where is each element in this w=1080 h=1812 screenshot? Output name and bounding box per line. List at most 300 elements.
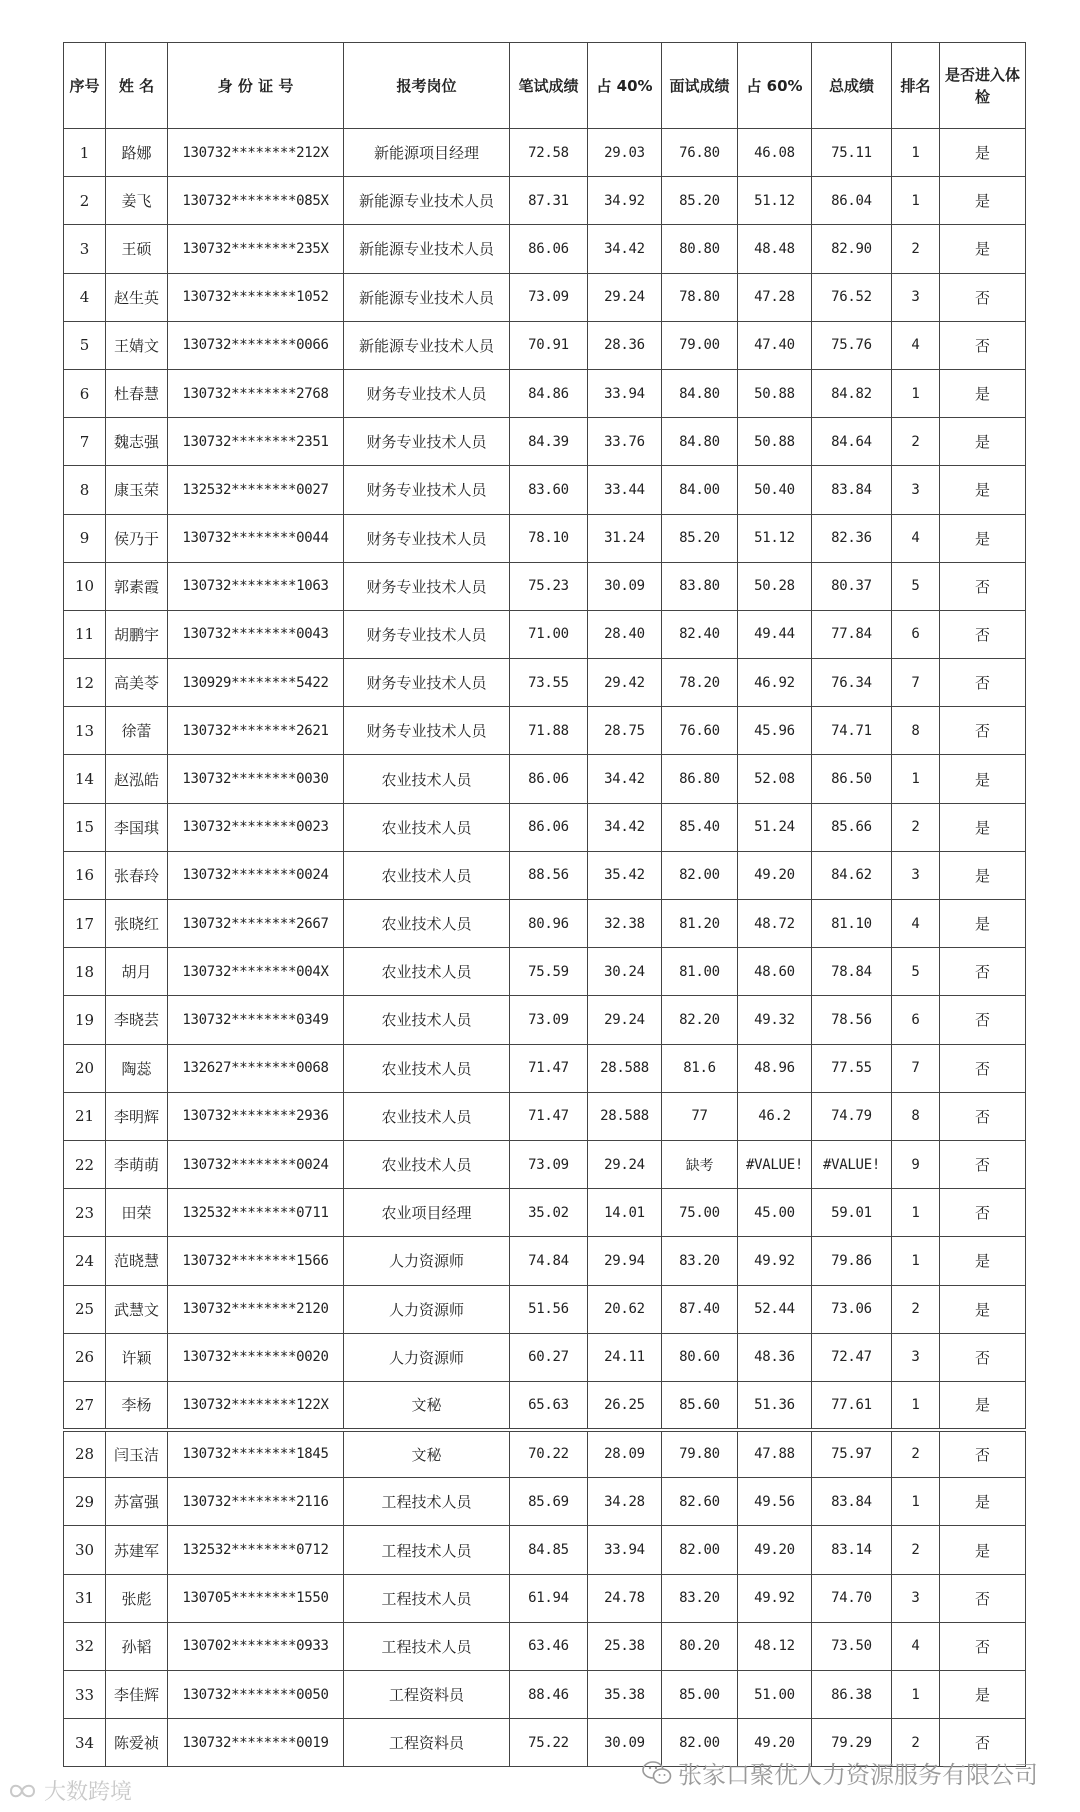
cell-id-number: 130702********0933 bbox=[168, 1622, 344, 1670]
cell-index: 30 bbox=[64, 1526, 106, 1574]
cell-written-40pct: 33.76 bbox=[588, 418, 662, 466]
cell-id-number: 130732********2116 bbox=[168, 1478, 344, 1526]
cell-written-score: 71.88 bbox=[510, 707, 588, 755]
cell-written-40pct: 33.44 bbox=[588, 466, 662, 514]
cell-name: 赵泓皓 bbox=[106, 755, 168, 803]
table-row bbox=[64, 1430, 1026, 1478]
cell-interview-score: 80.20 bbox=[662, 1622, 738, 1670]
cell-rank: 3 bbox=[892, 466, 940, 514]
cell-interview-score: 80.60 bbox=[662, 1333, 738, 1381]
cell-name: 李佳辉 bbox=[106, 1671, 168, 1719]
cell-written-40pct: 26.25 bbox=[588, 1381, 662, 1429]
cell-physical-exam: 是 bbox=[940, 1237, 1026, 1285]
cell-interview-60pct: 49.20 bbox=[738, 851, 812, 899]
table-row bbox=[64, 466, 1026, 514]
cell-written-40pct: 29.94 bbox=[588, 1237, 662, 1285]
table-row bbox=[64, 1140, 1026, 1188]
cell-written-40pct: 34.42 bbox=[588, 225, 662, 273]
cell-name: 苏建军 bbox=[106, 1526, 168, 1574]
cell-position: 新能源专业技术人员 bbox=[344, 225, 510, 273]
cell-id-number: 130732********2667 bbox=[168, 900, 344, 948]
cell-name: 许颖 bbox=[106, 1333, 168, 1381]
cell-rank: 2 bbox=[892, 225, 940, 273]
cell-interview-score: 83.20 bbox=[662, 1237, 738, 1285]
cell-id-number: 132532********0027 bbox=[168, 466, 344, 514]
cell-total-score: 83.84 bbox=[812, 1478, 892, 1526]
cell-id-number: 130732********0019 bbox=[168, 1719, 344, 1767]
cell-physical-exam: 否 bbox=[940, 1574, 1026, 1622]
cell-rank: 4 bbox=[892, 321, 940, 369]
cell-written-score: 86.06 bbox=[510, 225, 588, 273]
cell-interview-60pct: 49.32 bbox=[738, 996, 812, 1044]
cell-written-40pct: 31.24 bbox=[588, 514, 662, 562]
cell-interview-score: 85.00 bbox=[662, 1671, 738, 1719]
cell-interview-score: 82.00 bbox=[662, 1719, 738, 1767]
cell-physical-exam: 否 bbox=[940, 1092, 1026, 1140]
cell-physical-exam: 否 bbox=[940, 1333, 1026, 1381]
cell-physical-exam: 否 bbox=[940, 1189, 1026, 1237]
cell-rank: 1 bbox=[892, 1189, 940, 1237]
cell-position: 人力资源师 bbox=[344, 1237, 510, 1285]
cell-total-score: 78.84 bbox=[812, 948, 892, 996]
cell-rank: 1 bbox=[892, 1381, 940, 1429]
cell-name: 郭素霞 bbox=[106, 562, 168, 610]
watermark-text: 张家口聚优人力资源服务有限公司 bbox=[678, 1761, 1038, 1789]
cell-written-40pct: 25.38 bbox=[588, 1622, 662, 1670]
table-row bbox=[64, 1622, 1026, 1670]
table-row bbox=[64, 1671, 1026, 1719]
cell-total-score: 84.62 bbox=[812, 851, 892, 899]
cell-physical-exam: 是 bbox=[940, 1478, 1026, 1526]
cell-name: 陶蕊 bbox=[106, 1044, 168, 1092]
cell-name: 姜飞 bbox=[106, 177, 168, 225]
cell-id-number: 130732********085X bbox=[168, 177, 344, 225]
cell-position: 新能源专业技术人员 bbox=[344, 273, 510, 321]
cell-interview-score: 82.20 bbox=[662, 996, 738, 1044]
cell-interview-60pct: 48.96 bbox=[738, 1044, 812, 1092]
cell-interview-score: 84.00 bbox=[662, 466, 738, 514]
cell-rank: 5 bbox=[892, 948, 940, 996]
col-header-id-number: 身 份 证 号 bbox=[168, 43, 344, 129]
cell-rank: 1 bbox=[892, 1237, 940, 1285]
table-row bbox=[64, 562, 1026, 610]
cell-index: 31 bbox=[64, 1574, 106, 1622]
cell-rank: 3 bbox=[892, 1333, 940, 1381]
cell-physical-exam: 是 bbox=[940, 225, 1026, 273]
cell-index: 7 bbox=[64, 418, 106, 466]
cell-index: 12 bbox=[64, 659, 106, 707]
cell-interview-60pct: 51.12 bbox=[738, 177, 812, 225]
cell-rank: 4 bbox=[892, 514, 940, 562]
watermark bbox=[642, 1755, 1038, 1790]
cell-total-score: #VALUE! bbox=[812, 1140, 892, 1188]
cell-index: 11 bbox=[64, 610, 106, 658]
cell-interview-60pct: 51.36 bbox=[738, 1381, 812, 1429]
cell-written-40pct: 28.36 bbox=[588, 321, 662, 369]
cell-position: 人力资源师 bbox=[344, 1333, 510, 1381]
cell-interview-60pct: 47.40 bbox=[738, 321, 812, 369]
cell-interview-score: 84.80 bbox=[662, 369, 738, 417]
cell-name: 徐蕾 bbox=[106, 707, 168, 755]
cell-position: 财务专业技术人员 bbox=[344, 610, 510, 658]
table-row bbox=[64, 1478, 1026, 1526]
cell-written-40pct: 20.62 bbox=[588, 1285, 662, 1333]
cell-position: 工程资料员 bbox=[344, 1719, 510, 1767]
cell-name: 孙韬 bbox=[106, 1622, 168, 1670]
cell-physical-exam: 否 bbox=[940, 948, 1026, 996]
cell-written-40pct: 29.24 bbox=[588, 1140, 662, 1188]
cell-interview-60pct: 48.48 bbox=[738, 225, 812, 273]
table-row bbox=[64, 321, 1026, 369]
cell-interview-60pct: 50.88 bbox=[738, 418, 812, 466]
cell-name: 武慧文 bbox=[106, 1285, 168, 1333]
cell-written-score: 70.91 bbox=[510, 321, 588, 369]
cell-interview-score: 82.00 bbox=[662, 1526, 738, 1574]
cell-position: 农业技术人员 bbox=[344, 803, 510, 851]
cell-id-number: 130732********0030 bbox=[168, 755, 344, 803]
cell-name: 王硕 bbox=[106, 225, 168, 273]
cell-physical-exam: 否 bbox=[940, 1140, 1026, 1188]
cell-interview-score: 84.80 bbox=[662, 418, 738, 466]
cell-written-40pct: 30.09 bbox=[588, 1719, 662, 1767]
cell-interview-score: 81.6 bbox=[662, 1044, 738, 1092]
table-body bbox=[64, 129, 1026, 1767]
col-header-interview-60pct: 占 60% bbox=[738, 43, 812, 129]
cell-written-score: 71.47 bbox=[510, 1092, 588, 1140]
cell-id-number: 132532********0711 bbox=[168, 1189, 344, 1237]
cell-id-number: 130732********0066 bbox=[168, 321, 344, 369]
cell-id-number: 130732********0349 bbox=[168, 996, 344, 1044]
cell-written-score: 85.69 bbox=[510, 1478, 588, 1526]
table-row bbox=[64, 1574, 1026, 1622]
cell-rank: 2 bbox=[892, 803, 940, 851]
cell-id-number: 130732********1063 bbox=[168, 562, 344, 610]
cell-interview-score: 81.00 bbox=[662, 948, 738, 996]
cell-name: 王婧文 bbox=[106, 321, 168, 369]
cell-interview-60pct: 50.28 bbox=[738, 562, 812, 610]
cell-position: 工程技术人员 bbox=[344, 1622, 510, 1670]
cell-id-number: 130732********2936 bbox=[168, 1092, 344, 1140]
cell-total-score: 75.11 bbox=[812, 129, 892, 177]
cell-written-score: 78.10 bbox=[510, 514, 588, 562]
cell-name: 高美苓 bbox=[106, 659, 168, 707]
table-row bbox=[64, 225, 1026, 273]
cell-written-40pct: 28.40 bbox=[588, 610, 662, 658]
col-header-physical-exam: 是否进入体检 bbox=[940, 43, 1026, 129]
cell-position: 工程技术人员 bbox=[344, 1526, 510, 1574]
cell-interview-score: 82.40 bbox=[662, 610, 738, 658]
cell-rank: 1 bbox=[892, 755, 940, 803]
cell-index: 25 bbox=[64, 1285, 106, 1333]
cell-interview-score: 81.20 bbox=[662, 900, 738, 948]
cell-name: 李杨 bbox=[106, 1381, 168, 1429]
cell-written-40pct: 34.28 bbox=[588, 1478, 662, 1526]
cell-interview-score: 85.60 bbox=[662, 1381, 738, 1429]
cell-interview-60pct: 47.28 bbox=[738, 273, 812, 321]
cell-id-number: 132532********0712 bbox=[168, 1526, 344, 1574]
cell-interview-score: 79.00 bbox=[662, 321, 738, 369]
cell-rank: 1 bbox=[892, 369, 940, 417]
cell-physical-exam: 是 bbox=[940, 514, 1026, 562]
cell-index: 4 bbox=[64, 273, 106, 321]
cell-index: 34 bbox=[64, 1719, 106, 1767]
cell-position: 农业技术人员 bbox=[344, 1092, 510, 1140]
cell-interview-60pct: 49.56 bbox=[738, 1478, 812, 1526]
cell-written-40pct: 29.42 bbox=[588, 659, 662, 707]
cell-physical-exam: 否 bbox=[940, 562, 1026, 610]
cell-rank: 7 bbox=[892, 659, 940, 707]
cell-name: 魏志强 bbox=[106, 418, 168, 466]
cell-index: 16 bbox=[64, 851, 106, 899]
cell-written-score: 74.84 bbox=[510, 1237, 588, 1285]
cell-rank: 9 bbox=[892, 1140, 940, 1188]
cell-physical-exam: 否 bbox=[940, 273, 1026, 321]
cell-written-score: 71.47 bbox=[510, 1044, 588, 1092]
cell-total-score: 83.84 bbox=[812, 466, 892, 514]
cell-interview-score: 85.40 bbox=[662, 803, 738, 851]
cell-id-number: 130732********0043 bbox=[168, 610, 344, 658]
cell-index: 1 bbox=[64, 129, 106, 177]
cell-written-40pct: 33.94 bbox=[588, 369, 662, 417]
cell-written-40pct: 28.588 bbox=[588, 1092, 662, 1140]
cell-interview-score: 缺考 bbox=[662, 1140, 738, 1188]
cell-position: 农业技术人员 bbox=[344, 851, 510, 899]
cell-index: 6 bbox=[64, 369, 106, 417]
cell-index: 15 bbox=[64, 803, 106, 851]
cell-physical-exam: 是 bbox=[940, 1526, 1026, 1574]
cell-position: 财务专业技术人员 bbox=[344, 562, 510, 610]
cell-position: 新能源专业技术人员 bbox=[344, 177, 510, 225]
cell-total-score: 86.04 bbox=[812, 177, 892, 225]
cell-index: 21 bbox=[64, 1092, 106, 1140]
col-header-name: 姓 名 bbox=[106, 43, 168, 129]
cell-interview-score: 80.80 bbox=[662, 225, 738, 273]
cell-written-score: 83.60 bbox=[510, 466, 588, 514]
cell-total-score: 72.47 bbox=[812, 1333, 892, 1381]
cell-physical-exam: 否 bbox=[940, 1430, 1026, 1478]
table-row bbox=[64, 1333, 1026, 1381]
cell-index: 17 bbox=[64, 900, 106, 948]
col-header-total-score: 总成绩 bbox=[812, 43, 892, 129]
col-header-written-score: 笔试成绩 bbox=[510, 43, 588, 129]
cell-total-score: 75.76 bbox=[812, 321, 892, 369]
cell-total-score: 73.06 bbox=[812, 1285, 892, 1333]
cell-physical-exam: 否 bbox=[940, 1719, 1026, 1767]
cell-interview-60pct: 49.92 bbox=[738, 1237, 812, 1285]
table-row bbox=[64, 851, 1026, 899]
cell-physical-exam: 否 bbox=[940, 1622, 1026, 1670]
cell-interview-60pct: 51.12 bbox=[738, 514, 812, 562]
cell-index: 9 bbox=[64, 514, 106, 562]
cell-position: 农业项目经理 bbox=[344, 1189, 510, 1237]
cell-position: 新能源专业技术人员 bbox=[344, 321, 510, 369]
table-row bbox=[64, 659, 1026, 707]
cell-rank: 2 bbox=[892, 1285, 940, 1333]
cell-index: 14 bbox=[64, 755, 106, 803]
cell-total-score: 86.50 bbox=[812, 755, 892, 803]
cell-written-score: 86.06 bbox=[510, 803, 588, 851]
cell-interview-60pct: 49.92 bbox=[738, 1574, 812, 1622]
table-row bbox=[64, 803, 1026, 851]
cell-index: 23 bbox=[64, 1189, 106, 1237]
col-header-rank: 排名 bbox=[892, 43, 940, 129]
cell-written-score: 71.00 bbox=[510, 610, 588, 658]
cell-name: 李萌萌 bbox=[106, 1140, 168, 1188]
cell-index: 24 bbox=[64, 1237, 106, 1285]
cell-position: 工程资料员 bbox=[344, 1671, 510, 1719]
cell-index: 8 bbox=[64, 466, 106, 514]
cell-rank: 2 bbox=[892, 1526, 940, 1574]
cell-written-score: 73.55 bbox=[510, 659, 588, 707]
cell-id-number: 130732********2351 bbox=[168, 418, 344, 466]
cell-written-score: 88.46 bbox=[510, 1671, 588, 1719]
cell-total-score: 77.84 bbox=[812, 610, 892, 658]
wechat-icon bbox=[642, 1760, 672, 1786]
cell-written-40pct: 35.42 bbox=[588, 851, 662, 899]
cell-rank: 2 bbox=[892, 418, 940, 466]
cell-interview-60pct: 46.08 bbox=[738, 129, 812, 177]
cell-physical-exam: 否 bbox=[940, 1044, 1026, 1092]
cell-total-score: 84.64 bbox=[812, 418, 892, 466]
cell-index: 32 bbox=[64, 1622, 106, 1670]
cell-name: 范晓慧 bbox=[106, 1237, 168, 1285]
cell-rank: 5 bbox=[892, 562, 940, 610]
cell-id-number: 130732********0044 bbox=[168, 514, 344, 562]
cell-rank: 1 bbox=[892, 129, 940, 177]
cell-written-40pct: 28.75 bbox=[588, 707, 662, 755]
cell-written-40pct: 33.94 bbox=[588, 1526, 662, 1574]
cell-position: 文秘 bbox=[344, 1381, 510, 1429]
table-row bbox=[64, 369, 1026, 417]
table-row bbox=[64, 755, 1026, 803]
cell-position: 财务专业技术人员 bbox=[344, 659, 510, 707]
cell-position: 财务专业技术人员 bbox=[344, 369, 510, 417]
table-row bbox=[64, 273, 1026, 321]
col-header-interview-score: 面试成绩 bbox=[662, 43, 738, 129]
cell-rank: 1 bbox=[892, 1671, 940, 1719]
corner-logo bbox=[8, 1775, 132, 1806]
cell-id-number: 130732********0024 bbox=[168, 851, 344, 899]
cell-written-score: 70.22 bbox=[510, 1430, 588, 1478]
cell-position: 农业技术人员 bbox=[344, 948, 510, 996]
cell-interview-score: 86.80 bbox=[662, 755, 738, 803]
cell-index: 19 bbox=[64, 996, 106, 1044]
cell-total-score: 74.79 bbox=[812, 1092, 892, 1140]
cell-position: 农业技术人员 bbox=[344, 755, 510, 803]
cell-index: 27 bbox=[64, 1381, 106, 1429]
cell-physical-exam: 是 bbox=[940, 418, 1026, 466]
cell-total-score: 82.36 bbox=[812, 514, 892, 562]
cell-interview-60pct: 50.40 bbox=[738, 466, 812, 514]
cell-interview-60pct: 47.88 bbox=[738, 1430, 812, 1478]
cell-written-40pct: 35.38 bbox=[588, 1671, 662, 1719]
cell-written-40pct: 14.01 bbox=[588, 1189, 662, 1237]
cell-interview-60pct: 46.92 bbox=[738, 659, 812, 707]
cell-index: 10 bbox=[64, 562, 106, 610]
table-row bbox=[64, 418, 1026, 466]
table-row bbox=[64, 1189, 1026, 1237]
cell-position: 财务专业技术人员 bbox=[344, 418, 510, 466]
cell-rank: 7 bbox=[892, 1044, 940, 1092]
cell-name: 张彪 bbox=[106, 1574, 168, 1622]
table-row bbox=[64, 177, 1026, 225]
cell-name: 康玉荣 bbox=[106, 466, 168, 514]
table-row bbox=[64, 1526, 1026, 1574]
cell-rank: 6 bbox=[892, 996, 940, 1044]
cell-rank: 1 bbox=[892, 177, 940, 225]
cell-index: 26 bbox=[64, 1333, 106, 1381]
cell-total-score: 76.52 bbox=[812, 273, 892, 321]
cell-name: 赵生英 bbox=[106, 273, 168, 321]
cell-name: 李明辉 bbox=[106, 1092, 168, 1140]
cell-id-number: 130732********212X bbox=[168, 129, 344, 177]
cell-interview-60pct: 52.08 bbox=[738, 755, 812, 803]
cell-name: 杜春慧 bbox=[106, 369, 168, 417]
cell-written-40pct: 29.24 bbox=[588, 996, 662, 1044]
cell-written-40pct: 34.42 bbox=[588, 803, 662, 851]
cell-physical-exam: 否 bbox=[940, 321, 1026, 369]
cell-index: 28 bbox=[64, 1430, 106, 1478]
cell-interview-score: 85.20 bbox=[662, 514, 738, 562]
cell-name: 田荣 bbox=[106, 1189, 168, 1237]
cell-index: 5 bbox=[64, 321, 106, 369]
cell-id-number: 130732********122X bbox=[168, 1381, 344, 1429]
cell-rank: 1 bbox=[892, 1478, 940, 1526]
table-row bbox=[64, 514, 1026, 562]
cell-total-score: 76.34 bbox=[812, 659, 892, 707]
cell-total-score: 74.70 bbox=[812, 1574, 892, 1622]
cell-id-number: 130732********2120 bbox=[168, 1285, 344, 1333]
cell-total-score: 80.37 bbox=[812, 562, 892, 610]
cell-written-40pct: 28.588 bbox=[588, 1044, 662, 1092]
cell-position: 财务专业技术人员 bbox=[344, 466, 510, 514]
cell-id-number: 130732********004X bbox=[168, 948, 344, 996]
cell-written-40pct: 34.42 bbox=[588, 755, 662, 803]
cell-written-score: 60.27 bbox=[510, 1333, 588, 1381]
cell-total-score: 81.10 bbox=[812, 900, 892, 948]
cell-written-score: 63.46 bbox=[510, 1622, 588, 1670]
table-row bbox=[64, 707, 1026, 755]
cell-interview-60pct: 51.24 bbox=[738, 803, 812, 851]
cell-total-score: 79.86 bbox=[812, 1237, 892, 1285]
col-header-written-40pct: 占 40% bbox=[588, 43, 662, 129]
cell-total-score: 73.50 bbox=[812, 1622, 892, 1670]
cell-physical-exam: 是 bbox=[940, 369, 1026, 417]
cell-interview-60pct: 50.88 bbox=[738, 369, 812, 417]
table-row bbox=[64, 1381, 1026, 1429]
cell-rank: 3 bbox=[892, 1574, 940, 1622]
cell-id-number: 130732********1052 bbox=[168, 273, 344, 321]
cell-physical-exam: 是 bbox=[940, 1671, 1026, 1719]
cell-written-score: 84.39 bbox=[510, 418, 588, 466]
cell-position: 工程技术人员 bbox=[344, 1478, 510, 1526]
cell-index: 18 bbox=[64, 948, 106, 996]
cell-interview-60pct: 49.20 bbox=[738, 1719, 812, 1767]
cell-interview-score: 78.20 bbox=[662, 659, 738, 707]
cell-name: 陈爱祯 bbox=[106, 1719, 168, 1767]
col-header-index: 序号 bbox=[64, 43, 106, 129]
cell-interview-60pct: 49.20 bbox=[738, 1526, 812, 1574]
cell-physical-exam: 是 bbox=[940, 1381, 1026, 1429]
cell-written-40pct: 34.92 bbox=[588, 177, 662, 225]
cell-total-score: 77.61 bbox=[812, 1381, 892, 1429]
cell-index: 20 bbox=[64, 1044, 106, 1092]
cell-rank: 4 bbox=[892, 900, 940, 948]
cell-interview-score: 85.20 bbox=[662, 177, 738, 225]
cell-position: 农业技术人员 bbox=[344, 900, 510, 948]
cell-index: 2 bbox=[64, 177, 106, 225]
cell-written-score: 75.23 bbox=[510, 562, 588, 610]
